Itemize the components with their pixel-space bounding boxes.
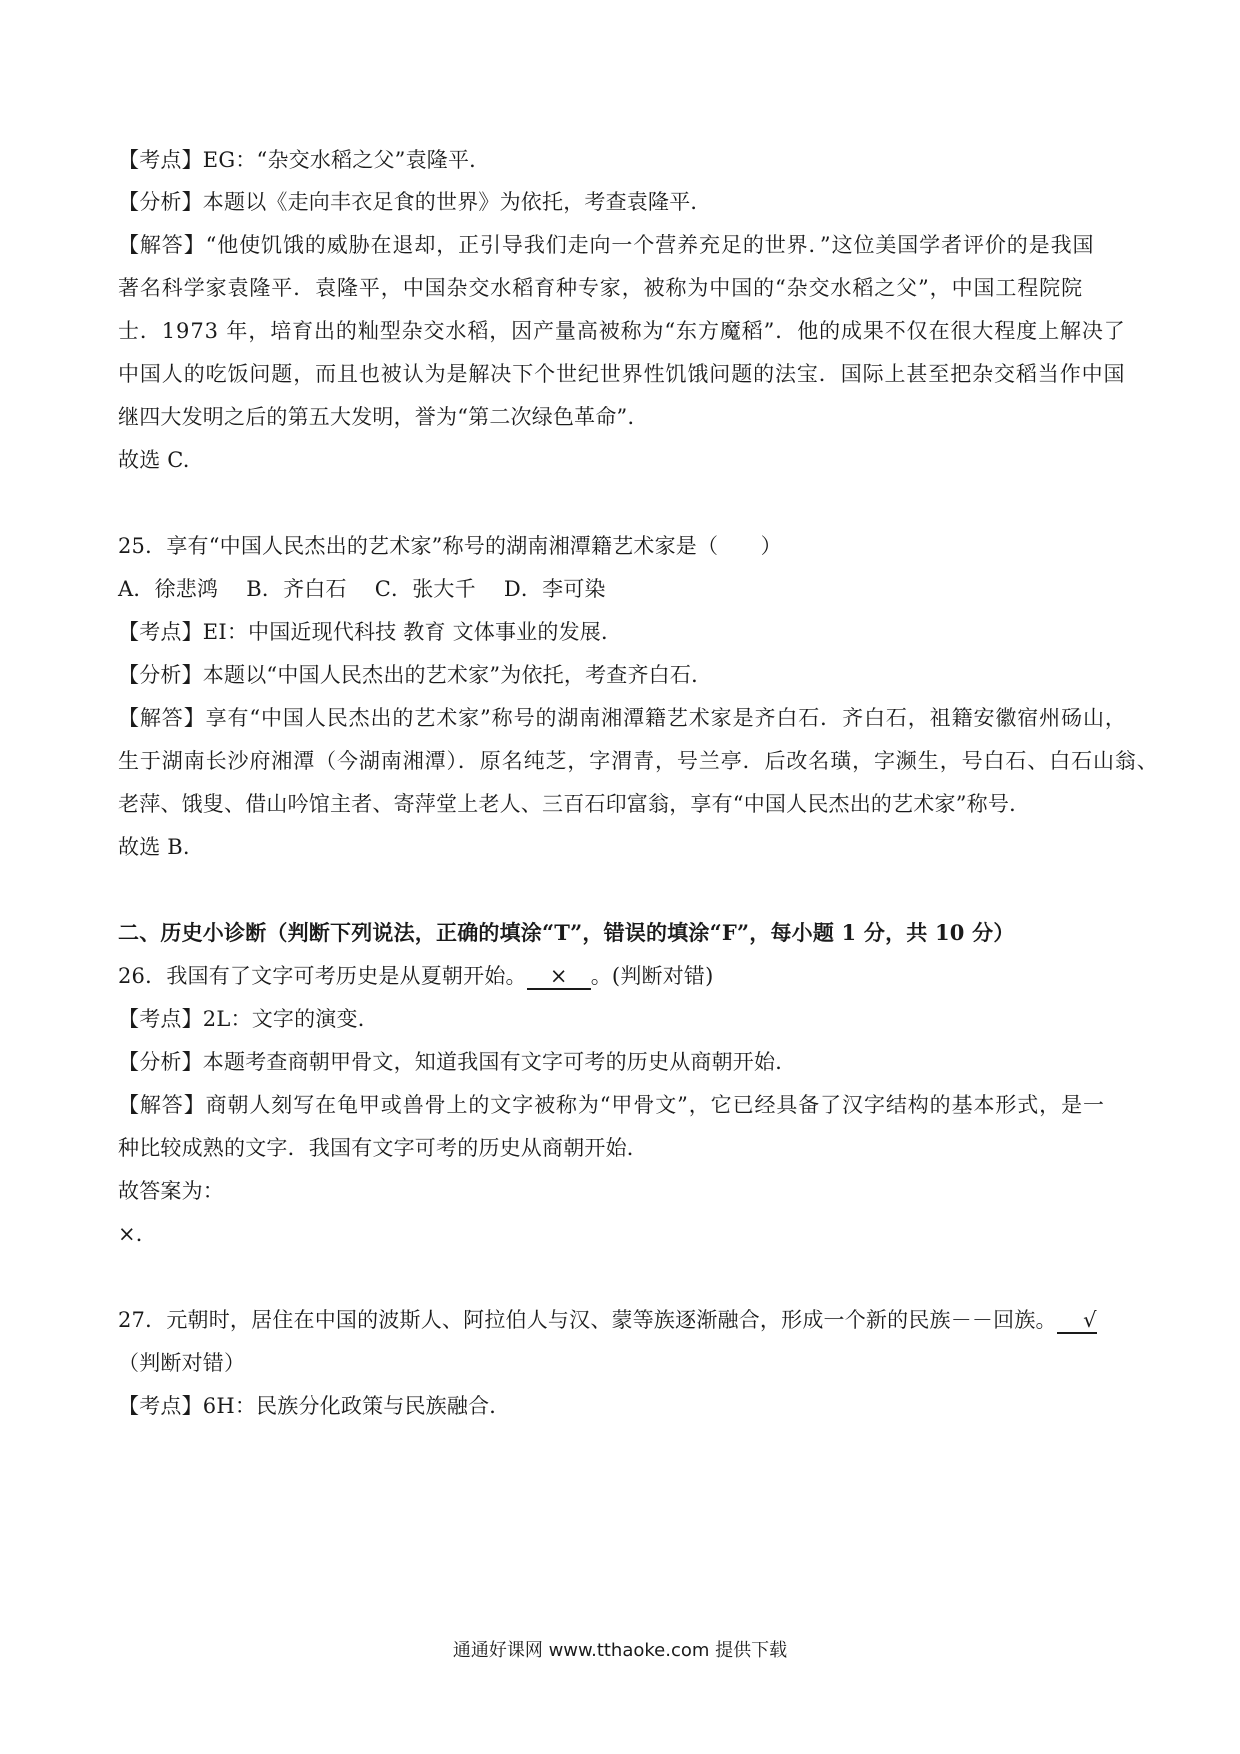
q27-question-text: 27．元朝时，居住在中国的波斯人、阿拉伯人与汉、蒙等族逐渐融合，形成一个新的民族－－回族。 (118, 1308, 1057, 1332)
q25-jieda-line-2: 生于湖南长沙府湘潭（今湖南湘潭）．原名纯芝，字渭青，号兰亭．后改名璜，字濒生，号白石、白石山翁、 (118, 749, 1159, 773)
q26-answer-label: 故答案为： (118, 1179, 224, 1203)
q26-question-text: 26．我国有了文字可考历史是从夏朝开始。 (118, 964, 527, 988)
q26-answer-value: ×． (118, 1222, 157, 1246)
q26-question (118, 961, 1128, 991)
section-heading: 二、历史小诊断（判断下列说法，正确的填涂“T”，错误的填涂“F”，每小题 1 分，共 10 分） (118, 920, 1015, 945)
page-footer: 通通好课网 www.tthaoke.com 提供下载 (452, 1640, 788, 1661)
q25-fenxi: 【分析】本题以“中国人民杰出的艺术家”为依托，考查齐白石． (118, 663, 713, 687)
q27-answer-blank: √ (1057, 1308, 1097, 1334)
q24-jieda-line-4: 中国人的吃饭问题，而且也被认为是解决下个世纪世界性饥饿问题的法宝．国际上甚至把杂交稻当作中国 (118, 362, 1126, 386)
q26-jieda-line-1: 【解答】商朝人刻写在龟甲或兽骨上的文字被称为“甲骨文”，它已经具备了汉字结构的基本形式，是一 (118, 1093, 1105, 1117)
q24-jieda-line-1: 【解答】“他使饥饿的威胁在退却，正引导我们走向一个营养充足的世界．”这位美国学者评价的是我国 (118, 233, 1095, 257)
q24-jieda-line-2: 著名科学家袁隆平．袁隆平，中国杂交水稻育种专家，被称为中国的“杂交水稻之父”，中国工程院院 (118, 276, 1083, 300)
q27-kaodian: 【考点】6H：民族分化政策与民族融合． (118, 1394, 511, 1418)
q26-kaodian: 【考点】2L：文字的演变． (118, 1007, 379, 1031)
q25-answer: 故选 B. (118, 835, 190, 859)
q26-jieda-line-2: 种比较成熟的文字．我国有文字可考的历史从商朝开始． (118, 1136, 648, 1160)
q24-fenxi: 【分析】本题以《走向丰衣足食的世界》为依托，考查袁隆平． (118, 190, 712, 214)
q25-jieda-line-3: 老萍、饿叟、借山吟馆主者、寄萍堂上老人、三百石印富翁，享有“中国人民杰出的艺术家”称号． (118, 792, 1031, 816)
q25-jieda-line-1: 【解答】享有“中国人民杰出的艺术家”称号的湖南湘潭籍艺术家是齐白石．齐白石，祖籍安徽宿州砀山， (118, 706, 1127, 730)
q24-answer: 故选 C. (118, 448, 190, 472)
q25-options: A．徐悲鸿 B．齐白石 C．张大千 D．李可染 (118, 577, 606, 601)
q26-fenxi: 【分析】本题考查商朝甲骨文，知道我国有文字可考的历史从商朝开始． (118, 1050, 797, 1074)
q24-jieda-line-3: 士．1973 年，培育出的籼型杂交水稻，因产量高被称为“东方魔稻”．他的成果不仅在很大程度上解决了 (118, 319, 1126, 343)
q24-jieda-line-5: 继四大发明之后的第五大发明，誉为“第二次绿色革命”． (118, 405, 649, 429)
q25-question: 25．享有“中国人民杰出的艺术家”称号的湖南湘潭籍艺术家是（ ） (118, 534, 782, 558)
q26-question-suffix: 。(判断对错) (590, 964, 714, 988)
q27-question-suffix: （判断对错） (118, 1351, 246, 1375)
q27-question (118, 1305, 1128, 1335)
q24-kaodian: 【考点】EG：“杂交水稻之父”袁隆平． (118, 148, 491, 172)
q26-answer-blank: × (527, 964, 591, 990)
q25-kaodian: 【考点】EI：中国近现代科技 教育 文体事业的发展． (118, 620, 623, 644)
